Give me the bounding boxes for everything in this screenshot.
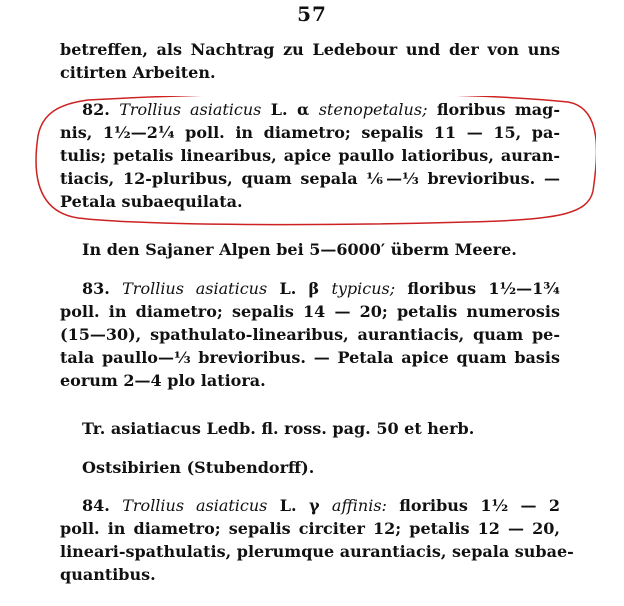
entry-number: 82.	[82, 100, 110, 119]
description-line: Petala subaequilata.	[60, 192, 243, 211]
description-line: (15—30), spathulato-linearibus, aurantiacis, quam pe-	[60, 325, 560, 344]
description-line: lineari-spathulatis, plerumque aurantiacis, sepala subae-	[60, 542, 574, 561]
description-line: poll. in diametro; sepalis 14 — 20; petalis numerosis	[60, 302, 560, 321]
entry-number: 84.	[82, 496, 110, 515]
description-line: nis, 1½—2¼ poll. in diametro; sepalis 11 — 15, pa-	[60, 123, 560, 142]
taxon-name: Trollius asiaticus	[122, 279, 268, 298]
taxon-name: Trollius asiaticus	[122, 496, 268, 515]
description-line: tala paullo—⅓ brevioribus. — Petala apice quam basis	[60, 348, 560, 367]
taxon-author: L. α	[261, 100, 319, 119]
location-83: Ostsibirien (Stubendorff).	[82, 458, 315, 477]
entry-number: 83.	[82, 279, 110, 298]
variety-name: typicus;	[331, 279, 396, 298]
description-line: tiacis, 12-pluribus, quam sepala ⅙—⅓ brevioribus. —	[60, 169, 560, 188]
entry-84-first-line	[60, 494, 560, 517]
description-text: floribus 1½ — 2	[386, 496, 561, 515]
taxon-author: L. γ	[267, 496, 332, 515]
entry-83-first-line	[60, 277, 560, 300]
intro-paragraph	[60, 38, 560, 84]
intro-line: betreffen, als Nachtrag zu Ledebour und der von uns	[60, 40, 560, 59]
entry-82-first-line	[60, 98, 560, 121]
description-text: floribus mag-	[427, 100, 560, 119]
description-text: floribus 1½—1¾	[395, 279, 560, 298]
location-82: In den Sajaner Alpen bei 5—6000′ überm Meere.	[82, 240, 517, 259]
description-line: poll. in diametro; sepalis circiter 12; petalis 12 — 20,	[60, 519, 560, 538]
page-number: 57	[297, 2, 327, 26]
entry-84	[60, 494, 574, 586]
description-line: eorum 2—4 plo latiora.	[60, 371, 266, 390]
reference-83: Tr. asiatiacus Ledb. fl. ross. pag. 50 et herb.	[82, 419, 475, 438]
taxon-name: Trollius asiaticus	[119, 100, 262, 119]
variety-name: stenopetalus;	[318, 100, 428, 119]
intro-line: citirten Arbeiten.	[60, 63, 216, 82]
description-line: tulis; petalis linearibus, apice paullo latioribus, auran-	[60, 146, 560, 165]
description-line: quantibus.	[60, 565, 156, 584]
taxon-author: L. β	[267, 279, 332, 298]
variety-name: affinis:	[331, 496, 387, 515]
entry-83	[60, 277, 560, 392]
entry-82	[60, 98, 560, 213]
